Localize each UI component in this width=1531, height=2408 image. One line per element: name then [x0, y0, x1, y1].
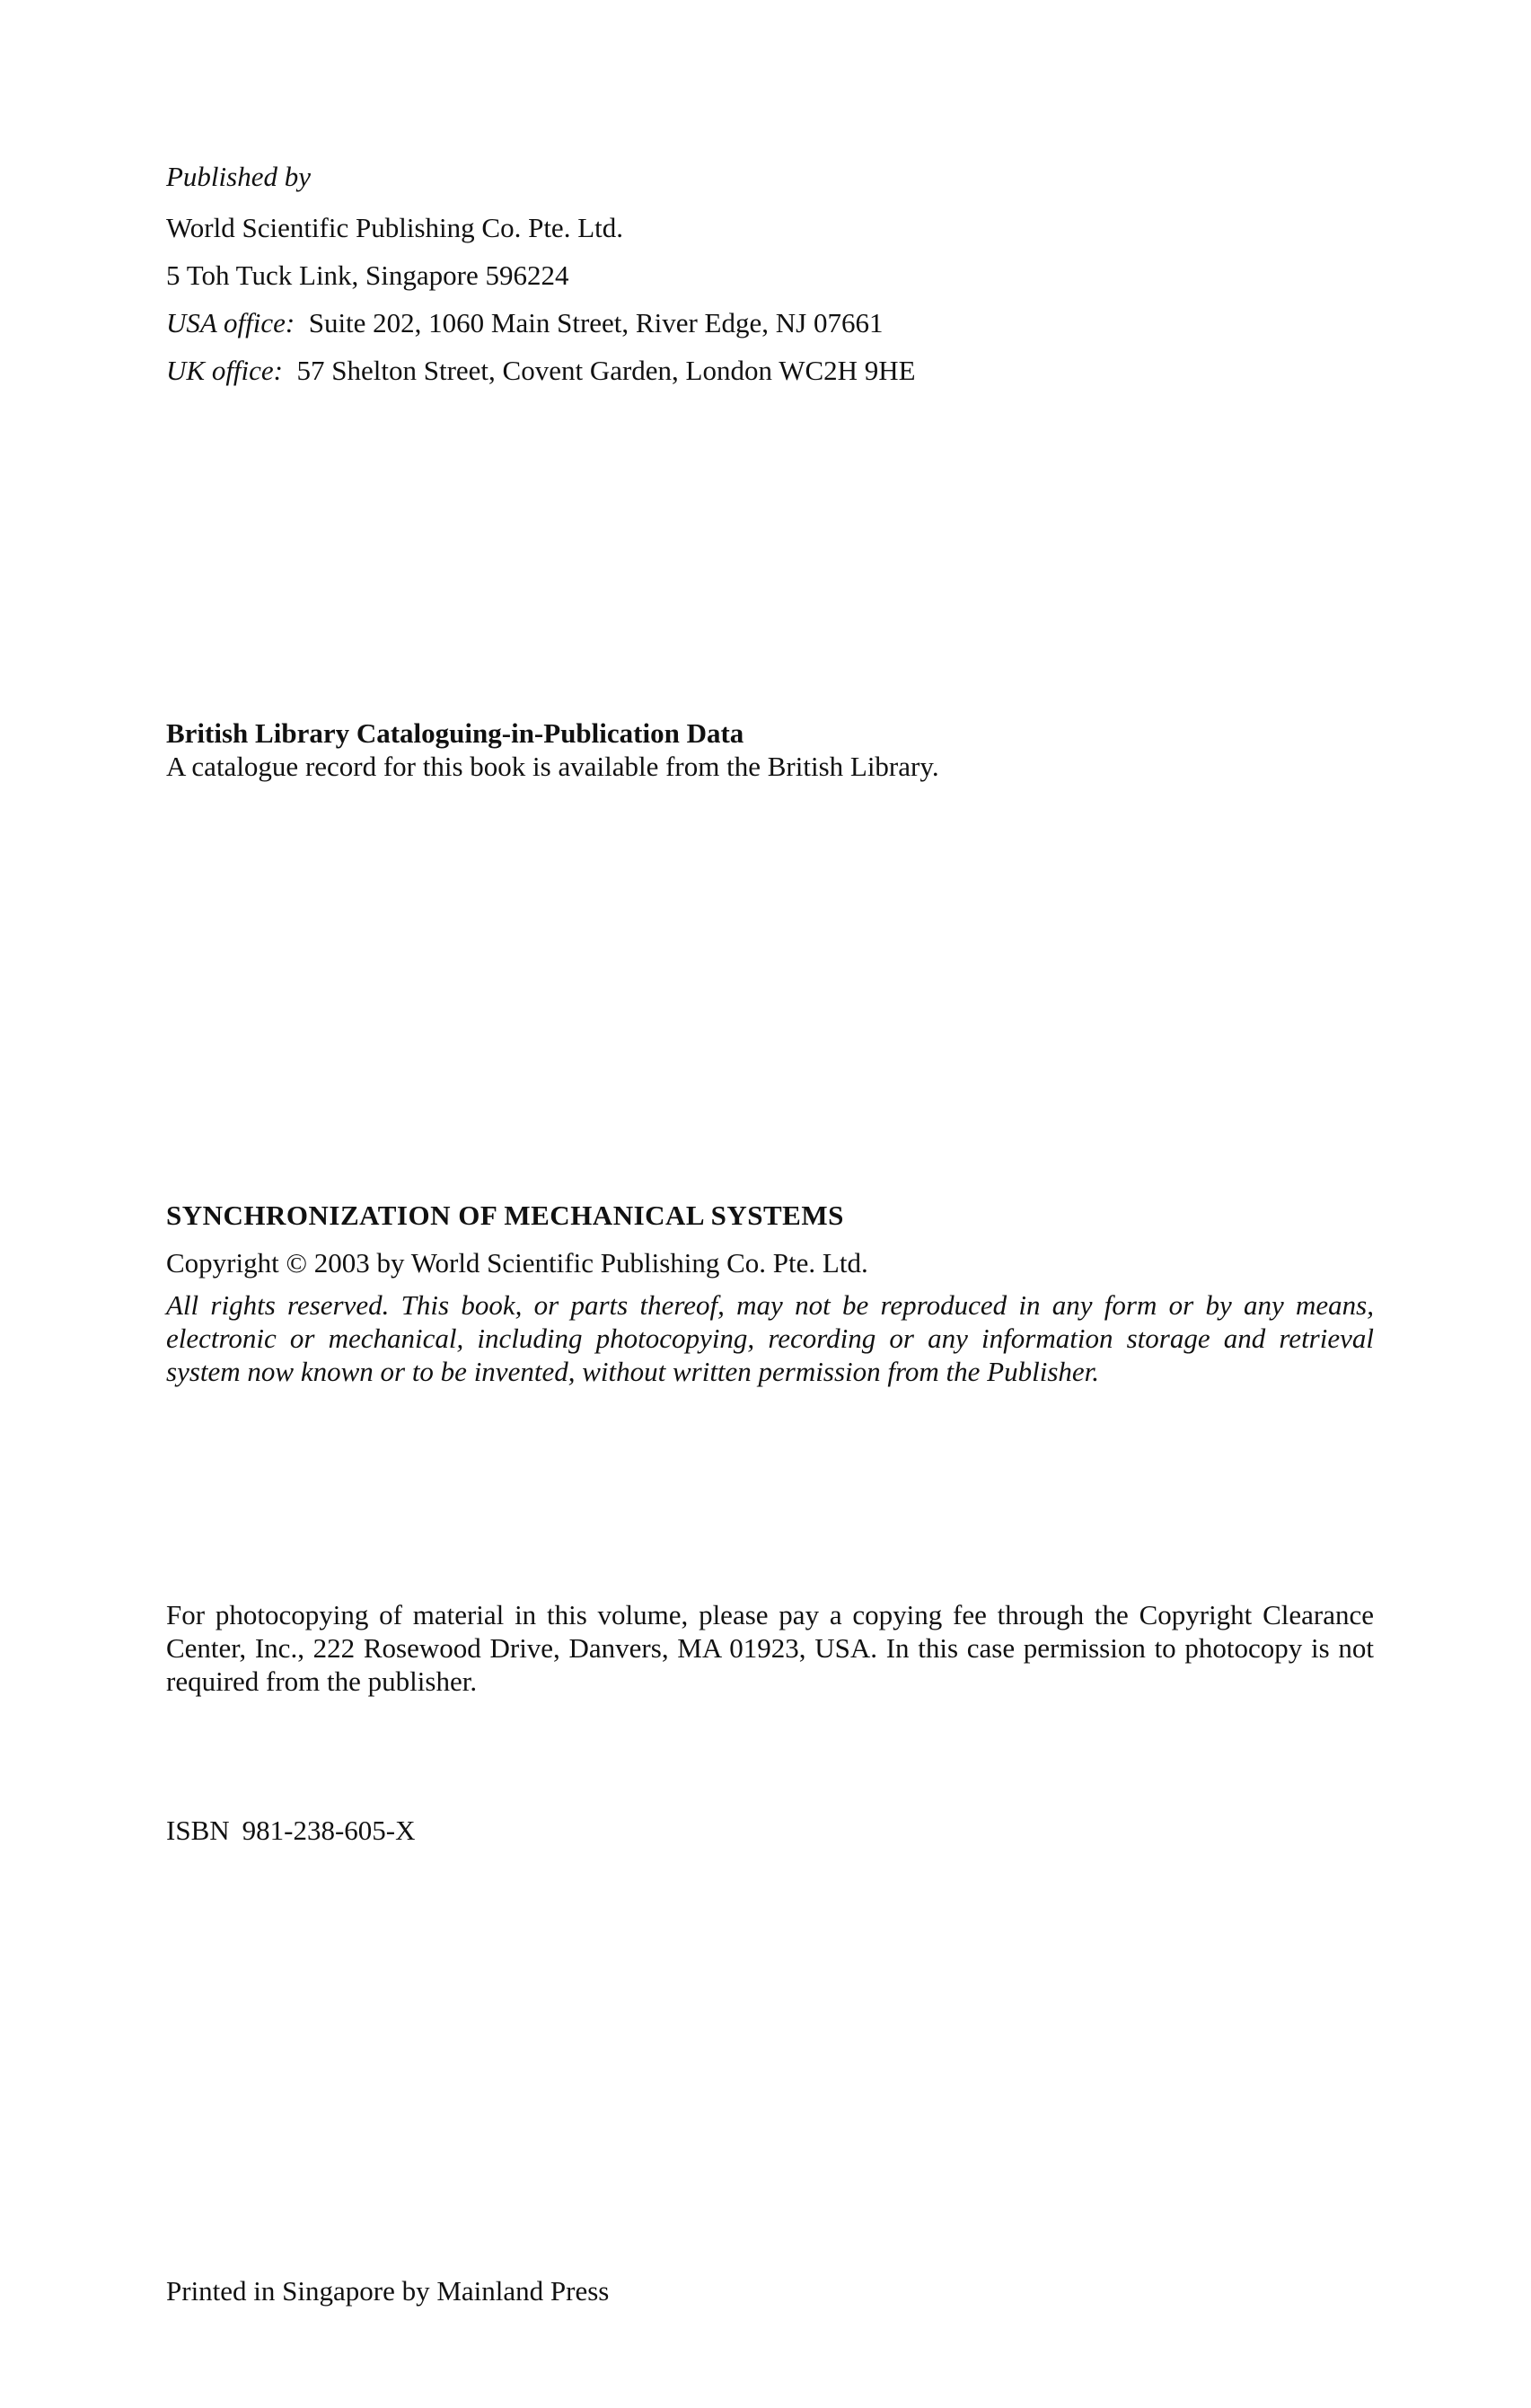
copyright-statement: Copyright © 2003 by World Scientific Publishing Co. Pte. Ltd.	[166, 1247, 868, 1279]
uk-office-address: 57 Shelton Street, Covent Garden, London WC2H 9HE	[296, 355, 916, 386]
cip-text: A catalogue record for this book is available from the British Library.	[166, 751, 939, 782]
photocopy-notice	[166, 1598, 1374, 1698]
title-copyright	[166, 1199, 1374, 1388]
publisher-name: World Scientific Publishing Co. Pte. Ltd.	[166, 212, 623, 243]
printed-info	[166, 2274, 1374, 2307]
cip-data	[166, 716, 1374, 783]
usa-office-address: Suite 202, 1060 Main Street, River Edge, NJ 07661	[308, 307, 884, 338]
isbn	[166, 1814, 1374, 1847]
isbn-value: 981-238-605-X	[242, 1815, 416, 1846]
printed-text: Printed in Singapore by Mainland Press	[166, 2275, 610, 2307]
rights-reserved: All rights reserved. This book, or parts thereof, may not be reproduced in any form or by any means, electronic or mechanical, including photocopying, recording or any information storage and retrieval system now known or to be invented, without written permission from the Publisher.	[166, 1289, 1374, 1387]
photocopy-text: For photocopying of material in this volume, please pay a copying fee through the Copyright Clearance Center, Inc., 222 Rosewood Drive, Danvers, MA 01923, USA. In this case permission to photocopy is not required from the publisher.	[166, 1599, 1374, 1697]
uk-office	[166, 354, 1374, 387]
uk-office-label: UK office:	[166, 355, 283, 386]
isbn-label: ISBN	[166, 1815, 230, 1846]
cip-heading: British Library Cataloguing-in-Publication Data	[166, 717, 744, 749]
isbn-line	[166, 1814, 1374, 1847]
usa-office	[166, 306, 1374, 339]
book-title: SYNCHRONIZATION OF MECHANICAL SYSTEMS	[166, 1200, 844, 1231]
publisher-info	[166, 160, 1374, 387]
usa-office-label: USA office:	[166, 307, 295, 338]
published-by-label: Published by	[166, 161, 311, 192]
publisher-address: 5 Toh Tuck Link, Singapore 596224	[166, 259, 569, 291]
